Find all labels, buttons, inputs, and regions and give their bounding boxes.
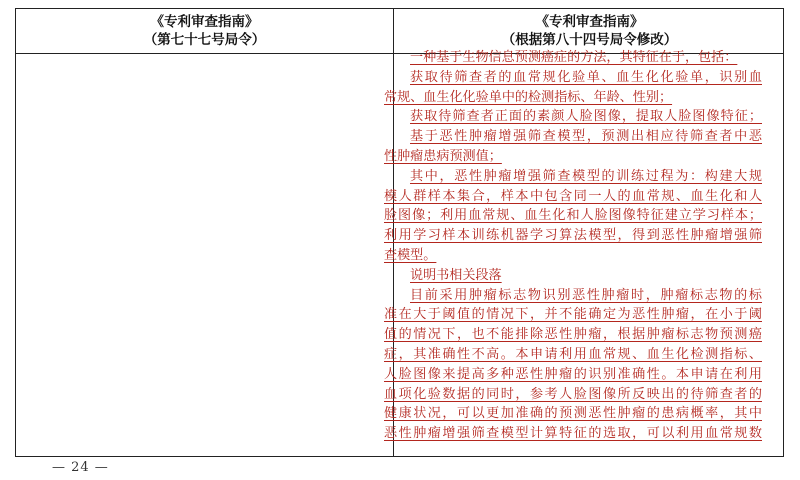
left-header-title: 《专利审查指南》 [150,14,259,30]
text-line: 模人群样本集合，样本中包含同一人的血常规、血生化和人 [384,188,762,204]
text-line: 基于恶性肿瘤增强筛查模型，预测出相应待筛查者中恶 [410,129,762,145]
right-header-subtitle: （根据第八十四号局令修改） [501,32,678,48]
text-line: 症，其准确性不高。本申请利用血常规、血生化检测指标、 [384,346,762,362]
text-line: 健康状况，可以更加准确的预测恶性肿瘤的患病概率，其中 [384,406,762,422]
left-header-subtitle: （第七十七号局令） [143,32,266,48]
text-line: 查模型。 [384,247,437,263]
right-column-header [394,9,785,53]
text-line: 脸图像；利用血常规、血生化和人脸图像特征建立学习样本； [384,208,762,224]
text-line: 一种基于生物信息预测癌症的方法，其特征在于，包括： [410,50,738,65]
text-line: 人脸图像来提高多种恶性肿瘤的识别准确性。本申请在利用 [384,366,762,382]
text-line: 血项化验数据的同时，参考人脸图像所反映出的待筛查者的 [384,386,762,402]
text-line: 性肿瘤患病预测值； [384,148,502,164]
text-line: 利用学习样本训练机器学习算法模型，得到恶性肿瘤增强筛 [384,228,762,244]
right-header-title: 《专利审查指南》 [535,14,644,30]
text-line: 值的情况下，也不能排除恶性肿瘤，根据肿瘤标志物预测癌 [384,327,762,343]
text-line: 获取待筛查者的血常规化验单、血生化化验单，识别血 [410,69,762,85]
right-column-body [384,48,762,444]
text-line: 准在大于阈值的情况下，并不能确定为恶性肿瘤，在小于阈 [384,307,762,323]
left-column-header [16,9,393,53]
text-line: 目前采用肿瘤标志物识别恶性肿瘤时，肿瘤标志物的标 [410,287,762,303]
text-line: 获取待筛查者正面的素颜人脸图像，提取人脸图像特征； [410,109,762,125]
text-line: 恶性肿瘤增强筛查模型计算特征的选取，可以利用血常规数 [384,426,762,442]
text-line: 其中，恶性肿瘤增强筛查模型的训练过程为：构建大规 [410,168,762,184]
text-line: 常规、血生化化验单中的检测指标、年龄、性别； [384,89,673,105]
page-number: — 24 — [52,460,109,475]
section-heading: 说明书相关段落 [410,267,502,283]
